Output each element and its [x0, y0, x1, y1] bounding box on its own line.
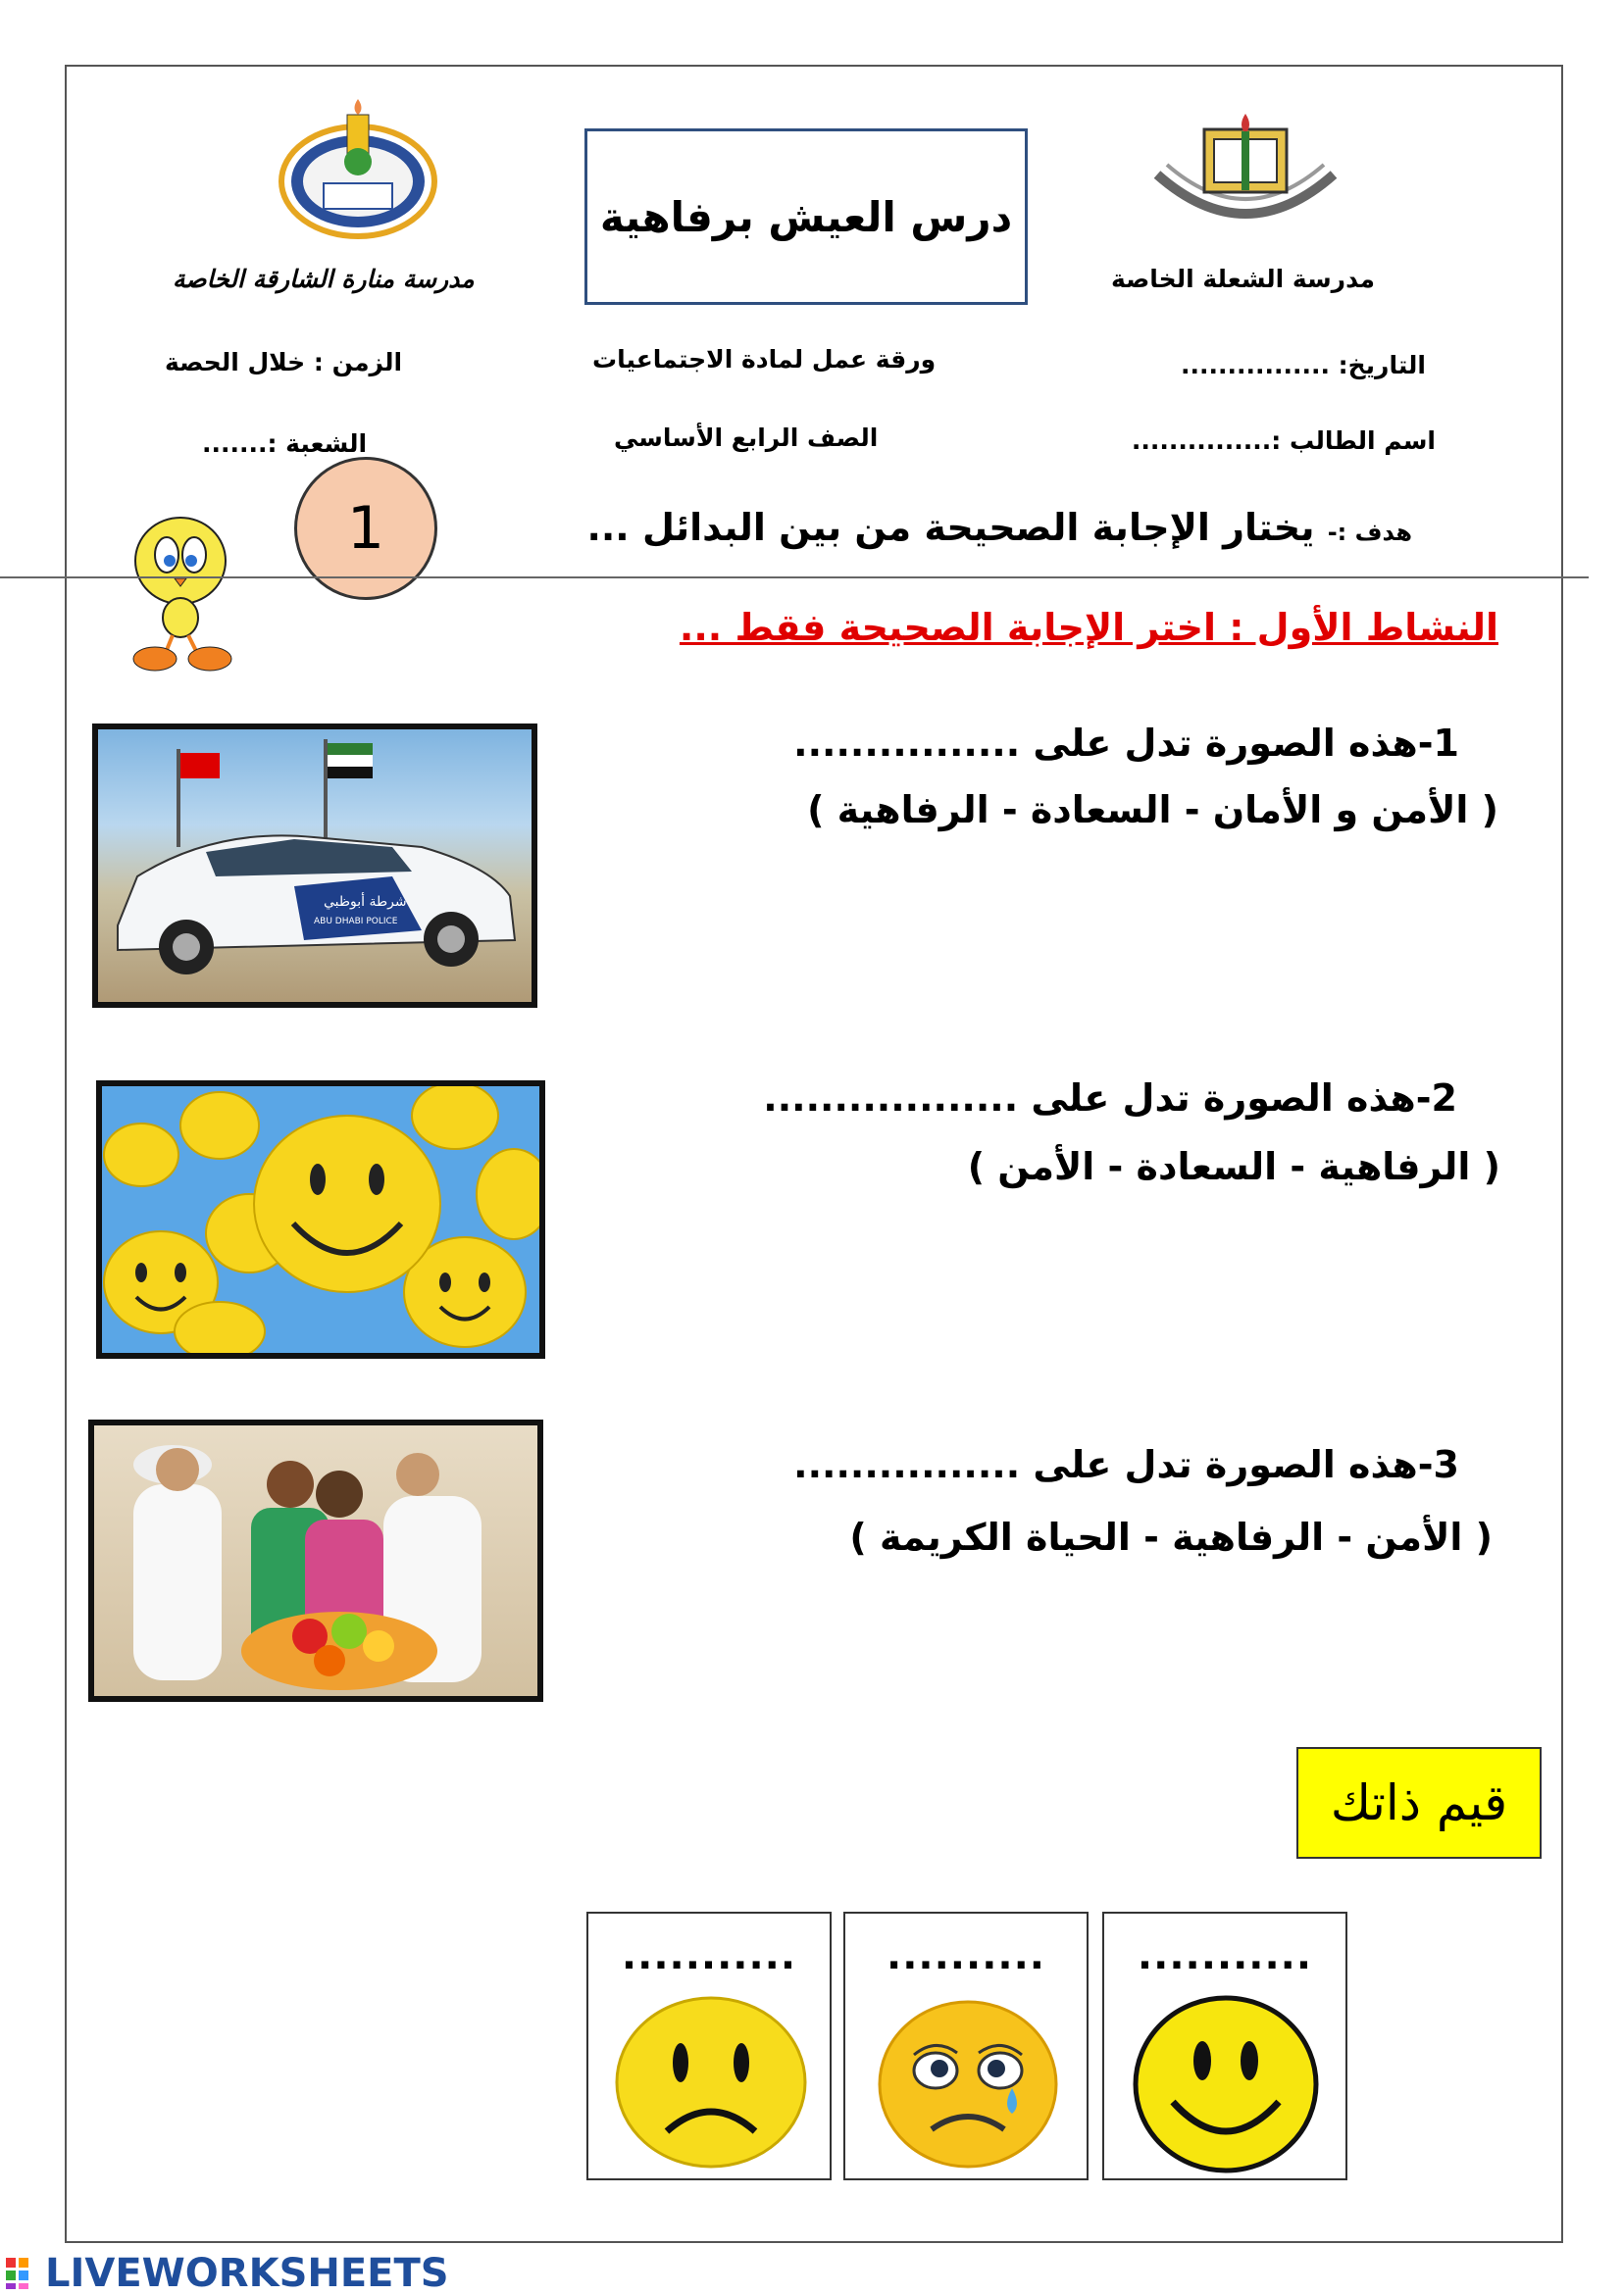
lesson-title: درس العيش برفاهية [584, 128, 1028, 305]
smiley-faces-photo [96, 1080, 545, 1359]
question-2-options[interactable]: ( الرفاهية - السعادة - الأمن ) [967, 1145, 1500, 1188]
school-logo-left [275, 93, 441, 240]
liveworksheets-brand: LIVEWORKSHEETS [45, 2251, 449, 2296]
header-divider [0, 576, 1589, 578]
school-name-right: مدرسة الشعلة الخاصة [1110, 265, 1375, 293]
face-box-happy[interactable] [1102, 1912, 1347, 2180]
crying-face-icon [875, 1998, 1061, 2171]
liveworksheets-logo [6, 2251, 449, 2296]
goal-text: يختار الإجابة الصحيحة من بين البدائل ... [586, 506, 1315, 549]
question-1-options[interactable]: ( الأمن و الأمان - السعادة - الرفاهية ) [807, 788, 1498, 831]
question-3-number: 3- [1417, 1443, 1459, 1486]
liveworksheets-icon [6, 2256, 45, 2291]
time-field: الزمن : خلال الحصة [165, 348, 403, 376]
police-car-english-text: ABU DHABI POLICE [314, 917, 398, 926]
question-2-prompt [763, 1076, 1457, 1120]
family-gathering-photo [88, 1420, 543, 1702]
face-sad-blank[interactable]: ........... [621, 1933, 797, 1978]
question-2-text: هذه الصورة تدل على .................. [763, 1076, 1416, 1120]
date-field: التاريخ: ................ [1181, 351, 1426, 379]
activity-title: النشاط الأول : اختر الإجابة الصحيحة فقط ... [679, 606, 1498, 649]
question-1-prompt [793, 722, 1459, 765]
section-field: الشعبة :....... [202, 429, 368, 458]
face-happy-blank[interactable]: ........... [1137, 1933, 1313, 1978]
question-3-prompt [793, 1443, 1459, 1486]
question-1-number: 1- [1417, 722, 1459, 765]
face-box-sad[interactable] [586, 1912, 832, 2180]
goal-prefix: هدف :- [1327, 519, 1412, 546]
school-logo-right [1138, 106, 1353, 253]
student-name-field: اسم الطالب :............... [1131, 426, 1436, 455]
cartoon-bird-image [116, 500, 243, 676]
grade-field: الصف الرابع الأساسي [614, 424, 879, 452]
police-car-photo [92, 724, 537, 1008]
question-3-options[interactable]: ( الأمن - الرفاهية - الحياة الكريمة ) [849, 1516, 1493, 1559]
question-3-text: هذه الصورة تدل على ................ [793, 1443, 1418, 1486]
worksheet-subject: ورقة عمل لمادة الاجتماعيات [592, 345, 937, 374]
police-car-arabic-text: شرطة أبوظبي [324, 894, 407, 910]
sad-face-icon [610, 1994, 812, 2171]
happy-face-icon [1130, 1994, 1322, 2174]
face-box-crying[interactable] [843, 1912, 1089, 2180]
question-2-number: 2- [1415, 1076, 1457, 1120]
number-badge: 1 [294, 457, 437, 600]
face-crying-blank[interactable]: .......... [887, 1933, 1045, 1978]
school-name-left: مدرسة منارة الشارقة الخاصة [173, 265, 475, 293]
goal-line [586, 506, 1412, 549]
self-evaluation-label: قيم ذاتك [1296, 1747, 1542, 1859]
question-1-text: هذه الصورة تدل على ................ [793, 722, 1418, 765]
